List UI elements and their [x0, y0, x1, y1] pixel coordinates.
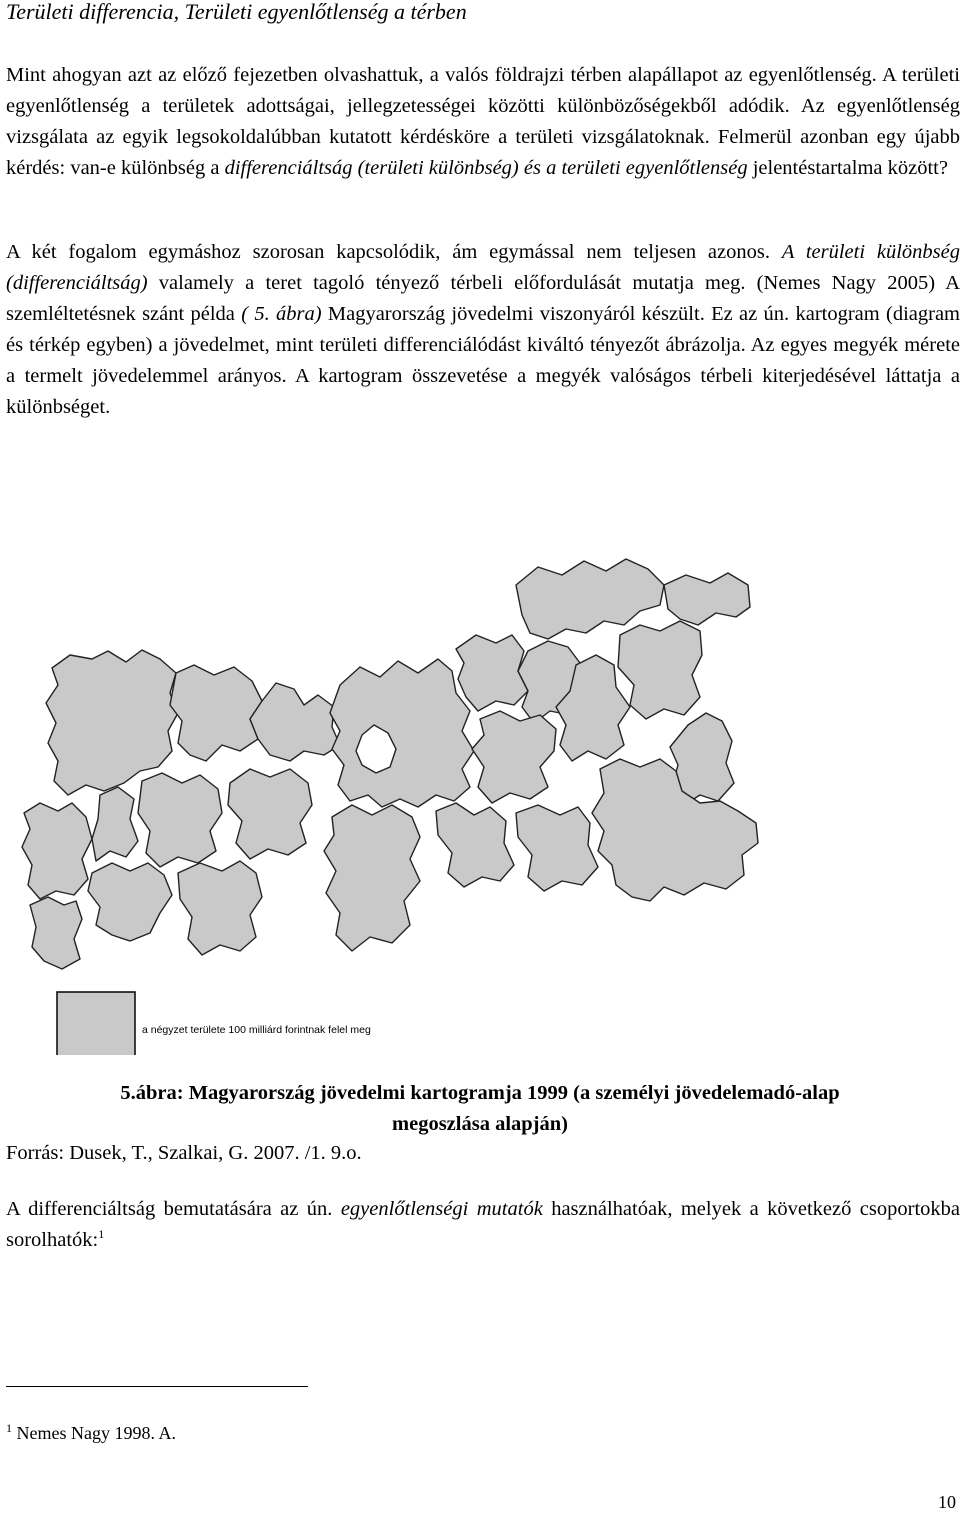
county-shape — [618, 621, 702, 719]
county-shape — [664, 573, 750, 625]
paragraph-2-text-c: Magyarország jövedelmi viszonyáról készült. Ez az ún. kartogram (diagram és térkép egyben) a jövedelmet, mint területi differenciálódást kiváltó tényezőt ábrázolja. Az egyes megyék mérete a termelt jövedelemmel arányos. A kartogram összevetése a megyék valóságos térbeli kiterjedésével láttatja a különbséget. — [6, 303, 960, 418]
footnote-separator — [6, 1386, 308, 1387]
legend-square — [57, 992, 135, 1055]
county-shape — [178, 861, 262, 955]
county-shape — [170, 665, 262, 761]
paragraph-3-text-b: használhatóak, melyek a következő csoportokba sorolhatók: — [6, 1198, 960, 1251]
figure-caption-line-2: megoszlása alapján) — [392, 1113, 568, 1135]
paragraph-2-italic-a: A területi különbség (differenciáltság) — [6, 241, 960, 294]
footnote-text: Nemes Nagy 1998. A. — [12, 1423, 176, 1443]
cartogram-map — [0, 555, 960, 1055]
county-shape — [46, 650, 178, 795]
legend-text: a négyzet területe 100 milliárd forintnak felel meg — [142, 1024, 371, 1036]
figure-caption — [20, 1078, 940, 1140]
county-shape — [436, 803, 514, 887]
county-shape — [228, 769, 312, 859]
county-shape — [22, 803, 92, 899]
county-shape — [330, 659, 474, 807]
figure-caption-line-1: 5.ábra: Magyarország jövedelmi kartogramja 1999 (a személyi jövedelemadó-alap — [120, 1082, 840, 1104]
county-shape — [516, 805, 598, 891]
county-shape — [250, 683, 340, 761]
county-shape — [324, 805, 420, 951]
paragraph-1-italic: differenciáltság (területi különbség) és a területi egyenlőtlenség — [224, 157, 748, 179]
paragraph-2 — [6, 237, 960, 423]
paragraph-3-text-a: A differenciáltság bemutatására az ún. — [6, 1198, 341, 1220]
county-shape — [138, 773, 222, 867]
footnote-reference: 1 — [98, 1227, 105, 1242]
paragraph-2-text-a: A két fogalom egymáshoz szorosan kapcsolódik, ám egymással nem teljesen azonos. — [6, 241, 782, 263]
paragraph-1-text-a: Mint ahogyan azt az előző fejezetben olvashattuk, a valós földrajzi térben alapállapot az egyenlőtlenség. A területi egyenlőtlenség a területek adottságai, jellegzetességei közötti különbözőségekből adódik. Az egyenlőtlenség vizsgálata az egyik legsokoldalúbban kutatott kérdésköre a területi vizsgálatoknak. Felmerül azonban egy újabb kérdés: van-e különbség a — [6, 64, 960, 179]
paragraph-3 — [6, 1194, 960, 1256]
county-shape — [472, 711, 556, 803]
footnote-number: 1 — [6, 1421, 12, 1435]
paragraph-2-text-b: valamely a teret tagoló tényező térbeli előfordulását mutatja meg. (Nemes Nagy 2005) A szemléltetésnek szánt példa — [6, 272, 960, 325]
paragraph-1-text-b: jelentéstartalma között? — [747, 157, 948, 179]
county-shape — [30, 897, 82, 969]
figure-source: Forrás: Dusek, T., Szalkai, G. 2007. /1. 9.o. — [6, 1142, 362, 1164]
footnote — [6, 1421, 176, 1445]
county-shape — [92, 787, 138, 861]
paragraph-3-italic: egyenlőtlenségi mutatók — [340, 1198, 543, 1220]
section-title: Területi differencia, Területi egyenlőtlenség a térben — [6, 0, 467, 24]
county-shape — [456, 635, 528, 711]
county-shape — [88, 863, 172, 941]
paragraph-1 — [6, 60, 960, 184]
page-number: 10 — [938, 1492, 956, 1512]
figure-reference: ( 5. ábra) — [241, 303, 322, 325]
